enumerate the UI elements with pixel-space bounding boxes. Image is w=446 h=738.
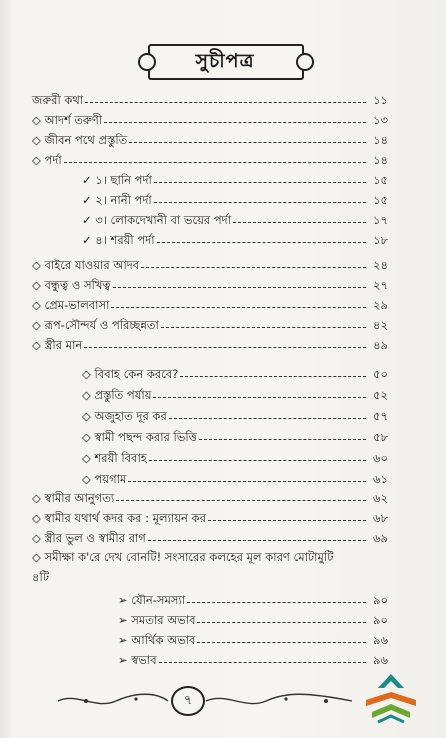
publisher-logo-icon (358, 670, 424, 726)
toc-entry-page: ৯৬ (373, 633, 388, 647)
toc-entry-page: ৪৯ (373, 338, 388, 352)
toc-leader (116, 500, 366, 501)
toc-entry-page: ২৯ (373, 298, 388, 312)
toc-entry (0, 210, 446, 230)
toc-leader (187, 602, 366, 603)
toc-leader (153, 397, 366, 398)
toc-entry-label: ◇ জীবন পথে প্রস্তুতি (32, 133, 128, 147)
toc-entry (0, 406, 446, 426)
toc-entry-page: ৬০ (373, 451, 388, 465)
toc-leader (84, 347, 366, 348)
toc-leader (104, 122, 366, 123)
footer-ornament (56, 690, 356, 712)
toc-leader (154, 202, 366, 203)
title-ornament (140, 40, 310, 80)
toc-entry-label: ◇ অজুহাত দূর কর (82, 409, 167, 423)
toc-entry-page: ৯০ (373, 593, 388, 607)
toc-leader (180, 376, 366, 377)
toc-leader (149, 460, 366, 461)
toc-entry-page: ৫৭ (373, 409, 388, 423)
toc-entry-label: ➢ সমতার অভাব (118, 613, 196, 627)
toc-entry-label: ◇ আদর্শ তরুণী (32, 113, 103, 127)
toc-leader (197, 622, 366, 623)
toc-leader (154, 182, 366, 183)
toc-entry-label: ◇ পর্দা (32, 153, 62, 167)
toc-paragraph-line-2: ৪টি (32, 570, 50, 584)
toc-entry-page: ৫২ (373, 388, 388, 402)
toc-leader (141, 267, 366, 268)
toc-entry-page: ১৮ (373, 233, 388, 247)
toc-entry (0, 90, 446, 110)
toc-entry-page: ১৭ (373, 213, 388, 227)
toc-entry-label: ◇ বন্ধুত্ব ও সখিত্ব (32, 278, 111, 292)
toc-entry (0, 630, 446, 650)
toc-paragraph-line-1: ◇ সমীক্ষা ক'রে দেখ বোনটি! সংসারের কলহের মূল কারণ মোটামুটি (32, 550, 334, 564)
toc-entry (0, 315, 446, 335)
toc-entry-page: ৬৮ (373, 511, 388, 525)
toc-entry-page: ১৪ (373, 133, 388, 147)
toc-entry (0, 190, 446, 210)
toc-leader (113, 287, 366, 288)
toc-leader (161, 327, 366, 328)
toc-entry-label: ➢ যৌন-সমস্যা (118, 593, 186, 607)
toc-entry-page: ৫০ (373, 367, 388, 381)
toc-entry-label: ✓ ৪। শরয়ী পর্দা (82, 233, 155, 247)
toc-entry (0, 295, 446, 315)
toc-entry-label: ◇ রূপ-সৌন্দর্য ও পরিচ্ছন্নতা (32, 318, 159, 332)
toc-entry-page: ৯০ (373, 613, 388, 627)
toc-entry-page: ৬১ (373, 472, 388, 486)
toc-entry-page: ২৪ (373, 258, 388, 272)
toc-entry (0, 150, 446, 170)
toc-entry (0, 255, 446, 275)
toc-entry-label: ◇ প্রেম-ভালবাসা (32, 298, 110, 312)
toc-leader (233, 222, 366, 223)
page-number: ৭ (171, 686, 205, 716)
page-title: সুচীপত্র (195, 50, 255, 72)
toc-entry-label: ◇ পয়গাম (82, 472, 127, 486)
toc-entry-label: জরুরী কথা (32, 93, 84, 107)
toc-entry-label: ➢ স্বভাব (118, 653, 157, 667)
toc-leader (111, 307, 366, 308)
toc-entry-page: ৯৬ (373, 653, 388, 667)
toc-entry (0, 275, 446, 295)
toc-entry-label: ➢ আর্থিক অভাব (118, 633, 196, 647)
toc-entry (0, 650, 446, 670)
toc-entry-label: ✓ ৩। লোকদেখানী বা ভয়ের পর্দা (82, 213, 232, 227)
toc-entry-page: ১১ (373, 93, 388, 107)
toc-entry (0, 427, 446, 447)
toc-entry (0, 110, 446, 130)
toc-entry-page: ১৫ (373, 193, 388, 207)
toc-leader (85, 102, 366, 103)
toc-entry (0, 335, 446, 355)
toc-entry (0, 170, 446, 190)
toc-entry (0, 385, 446, 405)
toc-entry (0, 448, 446, 468)
toc-entry-page: ১৪ (373, 153, 388, 167)
toc-entry-page: ২৭ (373, 278, 388, 292)
toc-leader (199, 439, 366, 440)
toc-entry-label: ◇ শরয়ী বিবাহ (82, 451, 147, 465)
toc-leader (128, 481, 366, 482)
toc-leader (159, 662, 366, 663)
toc-entry-page: ১৫ (373, 173, 388, 187)
toc-entry-label: ◇ বাইরে যাওয়ার আদব (32, 258, 140, 272)
toc-entry-label: ✓ ১। ছানি পর্দা (82, 173, 152, 187)
toc-leader (64, 162, 366, 163)
toc-leader (157, 242, 366, 243)
toc-entry (0, 610, 446, 630)
toc-entry (0, 508, 446, 528)
toc-entry (0, 590, 446, 610)
toc-leader (208, 520, 366, 521)
toc-leader (129, 142, 366, 143)
toc-entry-page: ৫৮ (373, 430, 388, 444)
toc-entry-page: ৬৯ (373, 531, 388, 545)
toc-entry (0, 488, 446, 508)
toc-leader (148, 540, 366, 541)
toc-entry-label: ◇ স্বামী পছন্দ করার ভিত্তি (82, 430, 197, 444)
toc-entry-label: ◇ স্ত্রীর মান (32, 338, 83, 352)
toc-leader (169, 418, 366, 419)
toc-entry-label: ✓ ২। নানী পর্দা (82, 193, 152, 207)
toc-entry-label: ◇ স্বামীর আনুগত্য (32, 491, 115, 505)
toc-entry-label: ◇ প্রস্তুতি পর্যায় (82, 388, 152, 402)
toc-entry-label: ◇ বিবাহ কেন করবে? (82, 367, 179, 381)
toc-entry (0, 469, 446, 489)
toc-entry-page: ৪২ (373, 318, 388, 332)
toc-entry (0, 130, 446, 150)
toc-entry-label: ◇ স্বামীর যথার্থ কদর কর : মূল্যায়ন কর (32, 511, 206, 525)
toc-leader (197, 642, 366, 643)
toc-entry (0, 528, 446, 548)
toc-entry-label: ◇ স্ত্রীর ভুল ও স্বামীর রাগ (32, 531, 146, 545)
toc-entry (0, 364, 446, 384)
toc-entry-page: ৬২ (373, 491, 388, 505)
toc-entry (0, 230, 446, 250)
toc-entry-page: ১৩ (373, 113, 388, 127)
